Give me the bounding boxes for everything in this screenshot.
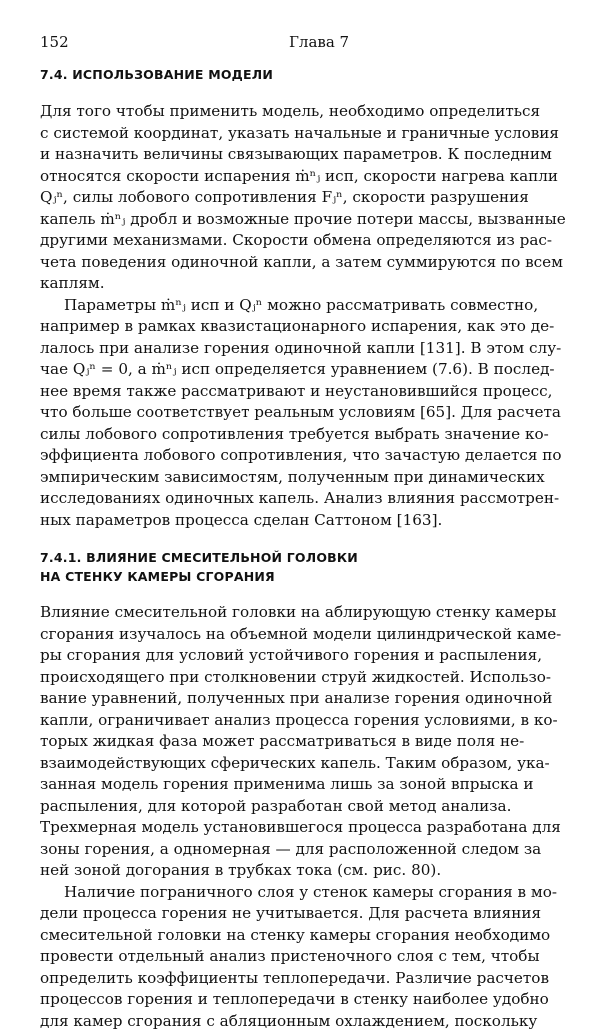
text-line: торых жидкая фаза может рассматриваться в виде поля не- — [40, 731, 568, 753]
subsection-heading-line: 7.4.1. ВЛИЯНИЕ СМЕСИТЕЛЬНОЙ ГОЛОВКИ — [40, 548, 568, 567]
text-line: вание уравнений, полученных при анализе горения одиночной — [40, 688, 568, 710]
page-number: 152 — [40, 32, 69, 52]
text-line: провести отдельный анализ пристеночного слоя с тем, чтобы — [40, 946, 568, 968]
paragraph — [40, 882, 568, 1032]
text-line: чае Qⱼⁿ = 0, а ṁⁿⱼ исп определяется уравнением (7.6). В послед- — [40, 359, 568, 381]
text-line: Трехмерная модель установившегося процесса разработана для — [40, 817, 568, 839]
subsection-heading — [40, 548, 568, 586]
chapter-label: Глава 7 — [289, 32, 349, 52]
text-line: и назначить величины связывающих параметров. К последним — [40, 144, 568, 166]
text-line: Наличие пограничного слоя у стенок камеры сгорания в мо- — [40, 882, 568, 904]
section-heading: 7.4. ИСПОЛЬЗОВАНИЕ МОДЕЛИ — [40, 65, 568, 84]
paragraph — [40, 101, 568, 295]
text-line: происходящего при столкновении струй жидкостей. Использо- — [40, 667, 568, 689]
text-line: чета поведения одиночной капли, а затем суммируются по всем — [40, 252, 568, 274]
book-page — [40, 32, 568, 1032]
text-line: взаимодействующих сферических капель. Таким образом, ука- — [40, 753, 568, 775]
text-line: с системой координат, указать начальные и граничные условия — [40, 123, 568, 145]
text-line: лалось при анализе горения одиночной капли [131]. В этом слу- — [40, 338, 568, 360]
text-line: сгорания изучалось на объемной модели цилиндрической каме- — [40, 624, 568, 646]
text-line: занная модель горения применима лишь за зоной впрыска и — [40, 774, 568, 796]
text-line: зоны горения, а одномерная — для расположенной следом за — [40, 839, 568, 861]
text-line: смесительной головки на стенку камеры сгорания необходимо — [40, 925, 568, 947]
text-line: каплям. — [40, 273, 568, 295]
subsection-heading-line: НА СТЕНКУ КАМЕРЫ СГОРАНИЯ — [40, 567, 568, 586]
text-line: исследованиях одиночных капель. Анализ влияния рассмотрен- — [40, 488, 568, 510]
text-line: для камер сгорания с абляционным охлаждением, поскольку — [40, 1011, 568, 1032]
paragraph — [40, 602, 568, 882]
text-line: дели процесса горения не учитывается. Для расчета влияния — [40, 903, 568, 925]
text-line: что больше соответствует реальным условиям [65]. Для расчета — [40, 402, 568, 424]
text-line: эмпирическим зависимостям, полученным при динамических — [40, 467, 568, 489]
section-body — [40, 101, 568, 531]
text-line: силы лобового сопротивления требуется выбрать значение ко- — [40, 424, 568, 446]
text-line: капли, ограничивает анализ процесса горения условиями, в ко- — [40, 710, 568, 732]
text-line: эффициента лобового сопротивления, что зачастую делается по — [40, 445, 568, 467]
text-line: например в рамках квазистационарного испарения, как это де- — [40, 316, 568, 338]
running-head — [40, 32, 568, 54]
text-line: процессов горения и теплопередачи в стенку наиболее удобно — [40, 989, 568, 1011]
text-line: ры сгорания для условий устойчивого горения и распыления, — [40, 645, 568, 667]
text-line: ных параметров процесса сделан Саттоном [163]. — [40, 510, 568, 532]
text-line: Влияние смесительной головки на аблирующую стенку камеры — [40, 602, 568, 624]
text-line: Qⱼⁿ, силы лобового сопротивления Fⱼⁿ, скорости разрушения — [40, 187, 568, 209]
text-line: относятся скорости испарения ṁⁿⱼ исп, скорости нагрева капли — [40, 166, 568, 188]
text-line: определить коэффициенты теплопередачи. Различие расчетов — [40, 968, 568, 990]
text-line: нее время также рассматривают и неустановившийся процесс, — [40, 381, 568, 403]
paragraph — [40, 295, 568, 532]
subsection-body — [40, 602, 568, 1032]
text-line: Параметры ṁⁿⱼ исп и Qⱼⁿ можно рассматривать совместно, — [40, 295, 568, 317]
text-line: капель ṁⁿⱼ дробл и возможные прочие потери массы, вызванные — [40, 209, 568, 231]
text-line: ней зоной догорания в трубках тока (см. рис. 80). — [40, 860, 568, 882]
text-line: другими механизмами. Скорости обмена определяются из рас- — [40, 230, 568, 252]
text-line: распыления, для которой разработан свой метод анализа. — [40, 796, 568, 818]
text-line: Для того чтобы применить модель, необходимо определиться — [40, 101, 568, 123]
